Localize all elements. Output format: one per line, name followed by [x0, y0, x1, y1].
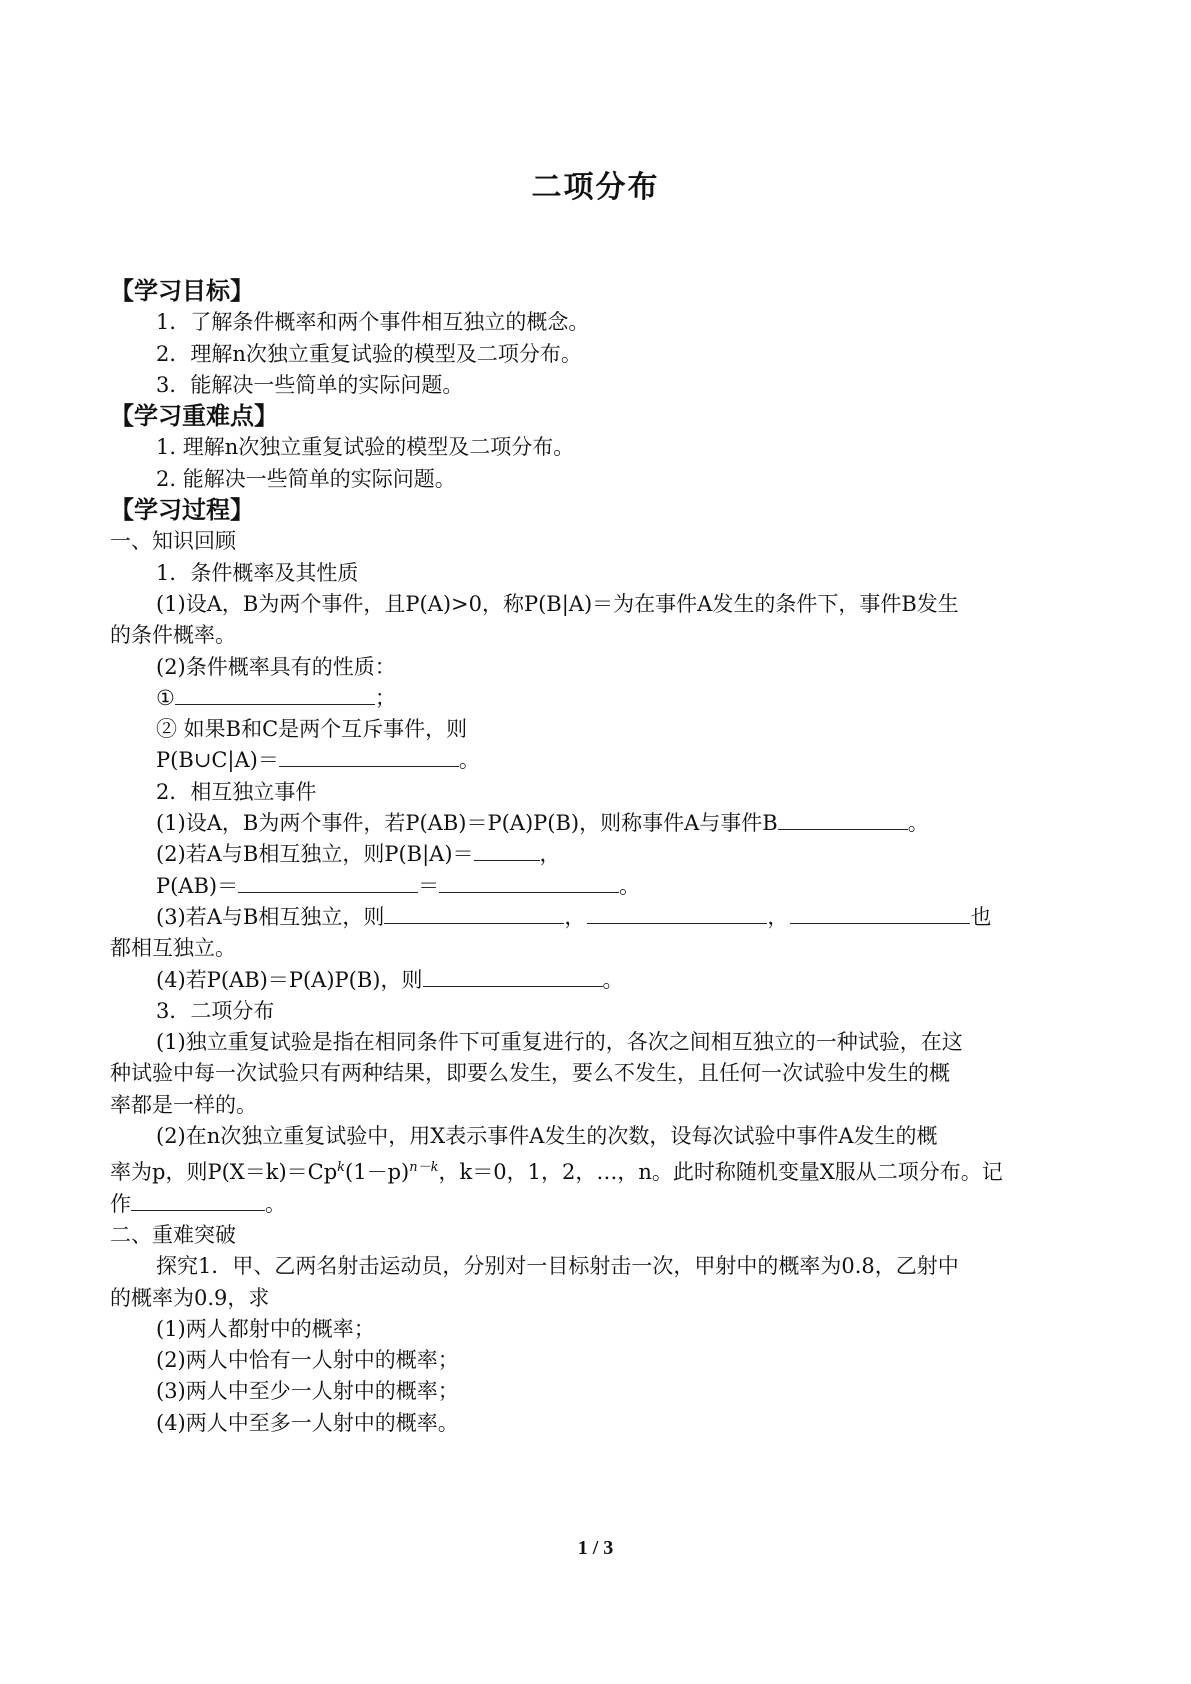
goal-item: 1．了解条件概率和两个事件相互独立的概念。 — [156, 310, 590, 335]
property-1-marker: ① — [156, 685, 175, 710]
section-header-key-points: 【学习重难点】 — [110, 402, 278, 431]
property-2-eq-left: P(B∪C|A)＝ — [156, 748, 279, 773]
binomial-formula-left: 率为p，则P(X＝k)＝Cp — [110, 1160, 338, 1185]
goal-item: 3．能解决一些简单的实际问题。 — [156, 372, 464, 397]
fill-blank[interactable] — [778, 809, 908, 830]
fill-blank[interactable] — [587, 903, 767, 924]
independent-def-end: 。 — [907, 811, 929, 836]
independent-events-title: 2．相互独立事件 — [156, 779, 317, 804]
independent-2-eq-left: P(AB)＝ — [156, 873, 239, 898]
independent-4-end: 。 — [602, 967, 624, 992]
property-1-end: ； — [374, 685, 396, 710]
fill-blank[interactable] — [131, 1190, 265, 1211]
exponent-n-minus-k: n－k — [409, 1160, 439, 1176]
property-2-eq-end: 。 — [458, 748, 480, 773]
property-2: ② 如果B和C是两个互斥事件，则 — [156, 717, 468, 742]
independent-3-cont: 都相互独立。 — [110, 936, 236, 961]
fill-blank[interactable] — [474, 840, 540, 861]
fill-blank[interactable] — [439, 872, 619, 893]
binomial-formula-mid: (1－p) — [345, 1160, 410, 1185]
section-header-goals: 【学习目标】 — [110, 277, 254, 305]
binomial-def-1: (1)独立重复试验是指在相同条件下可重复进行的，各次之间相互独立的一种试验，在这 — [156, 1030, 963, 1055]
goal-item: 2．理解n次独立重复试验的模型及二项分布。 — [156, 341, 582, 366]
fill-blank[interactable] — [384, 903, 564, 924]
binomial-title: 3．二项分布 — [156, 998, 275, 1023]
document-body — [110, 276, 1080, 1439]
independent-2-eq-mid: ＝ — [418, 873, 440, 898]
binomial-formula-right: ，k＝0，1，2，…，n。此时称随机变量X服从二项分布。记 — [438, 1160, 1003, 1185]
fill-blank[interactable] — [423, 966, 603, 987]
independent-3 — [110, 902, 1080, 933]
fill-blank[interactable] — [238, 872, 418, 893]
independent-2 — [110, 839, 1080, 870]
binomial-formula — [110, 1152, 1080, 1188]
binomial-notation — [110, 1189, 1080, 1220]
independent-2-equation — [110, 871, 1080, 902]
conditional-prob-def-cont: 的条件概率。 — [110, 623, 236, 648]
property-1 — [110, 683, 1080, 714]
exponent-k: k — [337, 1160, 346, 1176]
key-point-item: 1. 理解n次独立重复试验的模型及二项分布。 — [156, 435, 575, 460]
independent-2-text: (2)若A与B相互独立，则P(B|A)＝ — [156, 842, 474, 867]
section-header-process: 【学习过程】 — [110, 496, 254, 525]
question-item: (2)两人中恰有一人射中的概率； — [156, 1348, 459, 1373]
page-title: 二项分布 — [531, 170, 660, 205]
separator: ， — [767, 904, 789, 929]
explore-1: 探究1．甲、乙两名射击运动员，分别对一目标射击一次，甲射中的概率为0.8，乙射中 — [156, 1254, 959, 1279]
question-item: (1)两人都射中的概率； — [156, 1316, 375, 1341]
page-number: 1 / 3 — [577, 1537, 614, 1559]
conditional-prob-title: 1．条件概率及其性质 — [156, 560, 359, 585]
independent-2-end: ， — [539, 842, 561, 867]
independent-2-eq-end: 。 — [619, 873, 641, 898]
review-heading: 一、知识回顾 — [110, 529, 236, 554]
binomial-def-1-end: 率都是一样的。 — [110, 1092, 257, 1117]
independent-4-text: (4)若P(AB)＝P(A)P(B)，则 — [156, 967, 423, 992]
independent-def — [110, 808, 1080, 839]
independent-def-text: (1)设A，B为两个事件，若P(AB)＝P(A)P(B)，则称事件A与事件B — [156, 811, 778, 836]
independent-3-end: 也 — [970, 904, 992, 929]
breakthrough-heading: 二、重难突破 — [110, 1222, 236, 1247]
fill-blank[interactable] — [279, 746, 459, 767]
property-2-equation — [110, 745, 1080, 776]
independent-4 — [110, 965, 1080, 996]
conditional-prob-properties: (2)条件概率具有的性质： — [156, 654, 396, 679]
binomial-notation-text: 作 — [110, 1191, 131, 1216]
question-item: (3)两人中至少一人射中的概率； — [156, 1379, 459, 1404]
binomial-def-2: (2)在n次独立重复试验中，用X表示事件A发生的次数，设每次试验中事件A发生的概 — [156, 1124, 938, 1149]
separator: ， — [564, 904, 586, 929]
binomial-notation-end: 。 — [265, 1191, 286, 1216]
binomial-def-1-cont: 种试验中每一次试验只有两种结果，即要么发生，要么不发生，且任何一次试验中发生的概 — [110, 1061, 950, 1086]
fill-blank[interactable] — [790, 903, 970, 924]
key-point-item: 2. 能解决一些简单的实际问题。 — [156, 466, 456, 491]
fill-blank[interactable] — [175, 684, 375, 705]
conditional-prob-def: (1)设A，B为两个事件，且P(A)>0，称P(B|A)＝为在事件A发生的条件下，事件B发生 — [156, 591, 959, 616]
question-item: (4)两人中至多一人射中的概率。 — [156, 1410, 459, 1435]
explore-1-cont: 的概率为0.9，求 — [110, 1285, 270, 1310]
independent-3-text: (3)若A与B相互独立，则 — [156, 904, 385, 929]
